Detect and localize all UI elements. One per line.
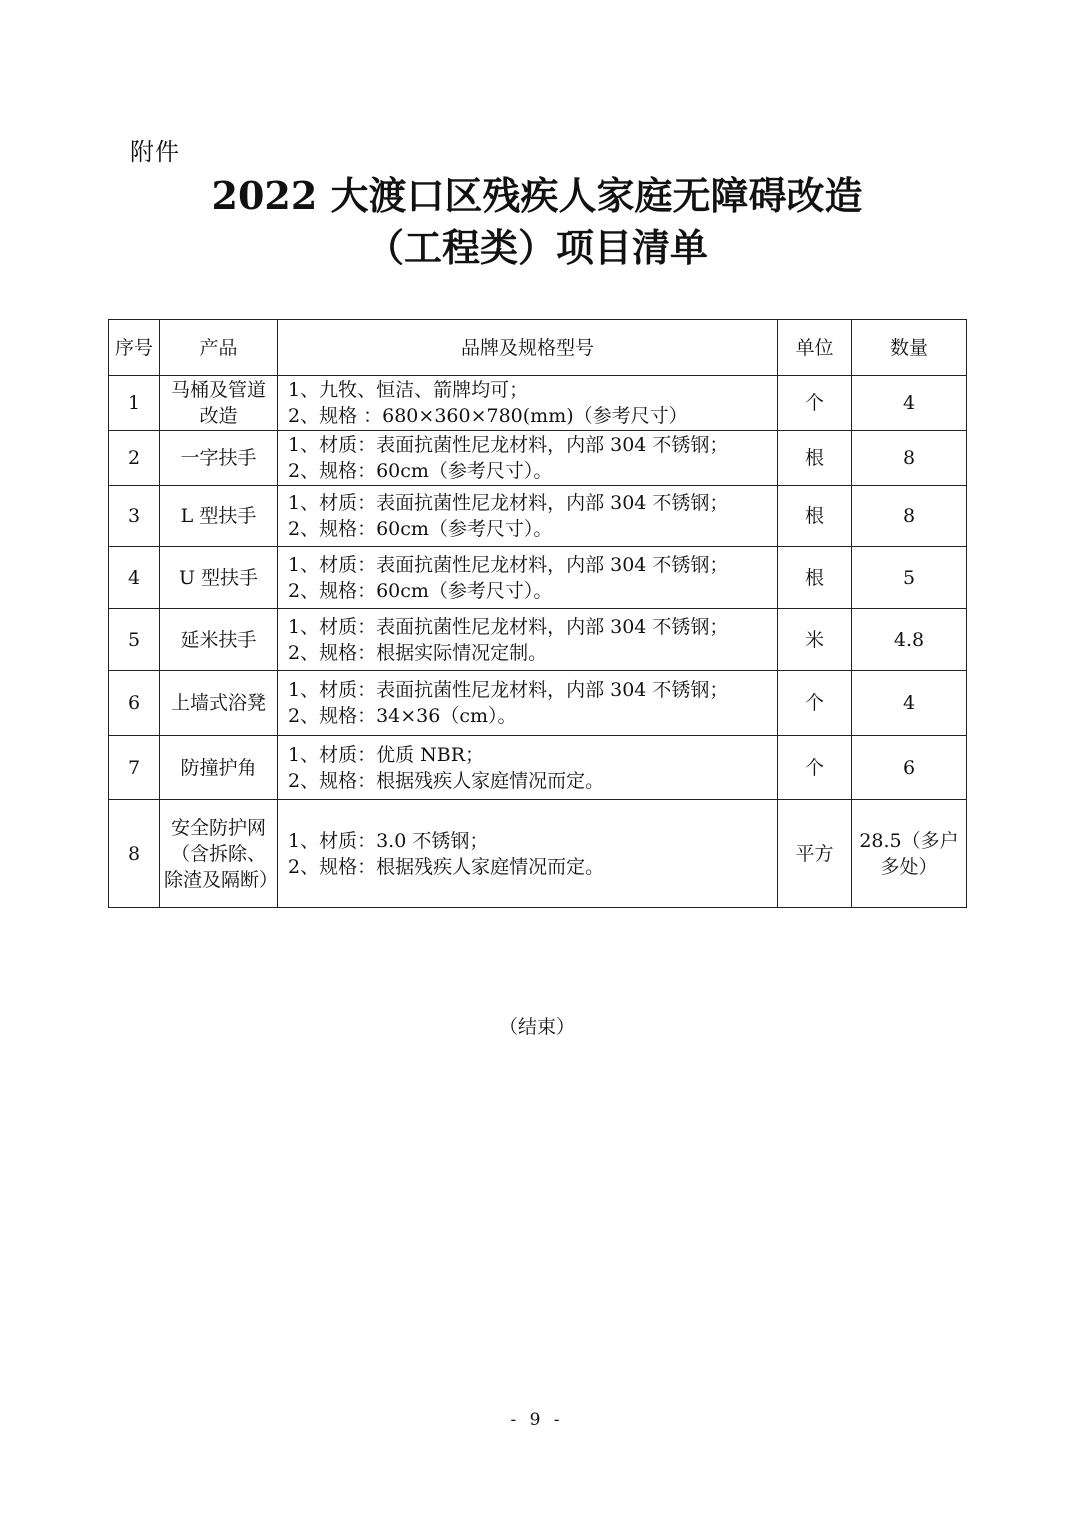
cell-spec [278,376,778,431]
spec-line-2: 2、规格 ：680×360×780(mm)（参考尺寸） [288,405,688,427]
cell-product: 一字扶手 [160,431,278,486]
document-title-line2: （工程类）项目清单 [365,225,708,270]
cell-seq: 2 [109,431,160,486]
spec-line-1: 1、材质：表面抗菌性尼龙材料，内部 304 不锈钢； [288,434,729,456]
cell-spec [278,547,778,609]
table-row [109,547,967,609]
cell-qty: 28.5（多户多处） [852,800,967,908]
cell-qty: 8 [852,431,967,486]
cell-unit: 个 [778,736,852,800]
spec-line-1: 1、材质：3.0 不锈钢； [288,829,489,852]
cell-qty: 8 [852,486,967,547]
spec-line-1: 1、材质：表面抗菌性尼龙材料，内部 304 不锈钢； [288,553,729,576]
attachment-label: 附件 [130,138,180,166]
cell-unit: 根 [778,431,852,486]
spec-line-1: 1、九牧、恒洁、箭牌均可； [288,379,529,401]
cell-product: 上墙式浴凳 [160,671,278,736]
table-row [109,376,967,431]
table-row [109,800,967,908]
spec-line-2: 2、规格：60cm（参考尺寸）。 [288,579,553,602]
table-row [109,486,967,547]
cell-unit: 根 [778,486,852,547]
spec-line-2: 2、规格：根据残疾人家庭情况而定。 [288,855,605,878]
document-title-line1: 2022 大渡口区残疾人家庭无障碍改造 [211,173,863,218]
cell-product: U 型扶手 [160,547,278,609]
table-header-row [109,320,967,376]
cell-unit: 个 [778,376,852,431]
page-number: - 9 - [510,1410,564,1430]
cell-seq: 3 [109,486,160,547]
cell-product: 延米扶手 [160,609,278,671]
table-row [109,671,967,736]
table-row [109,431,967,486]
cell-product: 防撞护角 [160,736,278,800]
cell-spec [278,736,778,800]
cell-qty: 4 [852,376,967,431]
spec-line-2: 2、规格：60cm（参考尺寸）。 [288,518,553,540]
end-mark: （结束） [498,1016,575,1038]
spec-line-1: 1、材质：优质 NBR； [288,743,485,766]
spec-line-2: 2、规格：34×36（cm）。 [288,705,517,727]
cell-qty: 4 [852,671,967,736]
cell-qty: 5 [852,547,967,609]
cell-unit: 平方 [778,800,852,908]
spec-line-2: 2、规格：根据实际情况定制。 [288,641,548,664]
column-header-qty: 数量 [852,320,967,376]
spec-line-2: 2、规格：60cm（参考尺寸）。 [288,460,553,482]
cell-qty: 6 [852,736,967,800]
column-header-unit: 单位 [778,320,852,376]
table-row [109,609,967,671]
cell-product: 马桶及管道改造 [160,376,278,431]
column-header-product: 产品 [160,320,278,376]
column-header-spec: 品牌及规格型号 [278,320,778,376]
spec-line-1: 1、材质：表面抗菌性尼龙材料，内部 304 不锈钢； [288,615,729,638]
cell-seq: 7 [109,736,160,800]
spec-line-1: 1、材质：表面抗菌性尼龙材料，内部 304 不锈钢； [288,679,729,701]
cell-seq: 6 [109,671,160,736]
project-list-table [108,319,967,908]
cell-unit: 根 [778,547,852,609]
cell-seq: 8 [109,800,160,908]
cell-seq: 4 [109,547,160,609]
cell-product: L 型扶手 [160,486,278,547]
column-header-seq: 序号 [109,320,160,376]
cell-spec [278,609,778,671]
table-row [109,736,967,800]
cell-spec [278,431,778,486]
cell-qty: 4.8 [852,609,967,671]
cell-seq: 5 [109,609,160,671]
spec-line-2: 2、规格：根据残疾人家庭情况而定。 [288,769,605,792]
cell-spec [278,671,778,736]
cell-unit: 米 [778,609,852,671]
cell-unit: 个 [778,671,852,736]
spec-line-1: 1、材质：表面抗菌性尼龙材料，内部 304 不锈钢； [288,492,729,514]
cell-spec [278,800,778,908]
cell-product: 安全防护网（含拆除、除渣及隔断） [160,800,278,908]
cell-spec [278,486,778,547]
cell-seq: 1 [109,376,160,431]
